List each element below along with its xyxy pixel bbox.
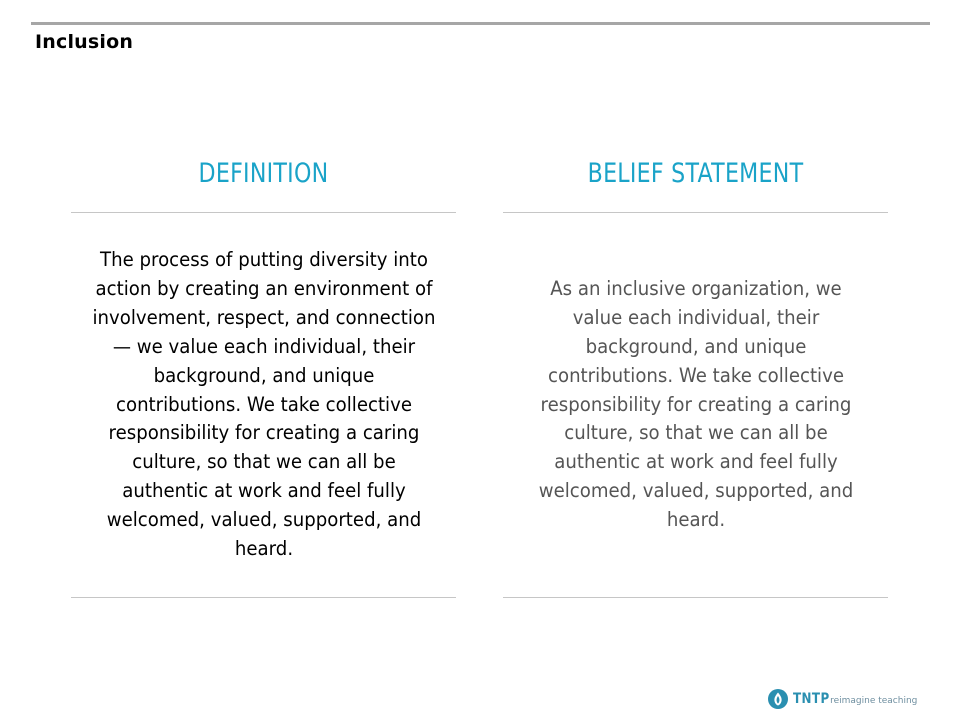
tntp-logo (768, 688, 917, 710)
belief-text: As an inclusive organization, we value each individual, their background, and unique contributions. We take collective responsibility for creating a caring culture, so that we can all be authentic at work and feel fully welcomed, valued, supported, and heard. (538, 276, 853, 532)
tntp-logo-icon (768, 689, 788, 709)
belief-body (503, 213, 888, 597)
logo-name: TNTP (793, 691, 830, 707)
slide-title: Inclusion (35, 31, 134, 53)
definition-heading: DEFINITION (198, 158, 329, 189)
belief-bottom-divider (503, 597, 888, 598)
logo-tagline: reimagine teaching (830, 695, 918, 706)
belief-heading: BELIEF STATEMENT (587, 158, 804, 189)
definition-text: The process of putting diversity into action by creating an environment of involvement, respect, and connection — we value each individual, their background, and unique contributions. We take collective responsibility for creating a caring culture, so that we can all be authentic at work and feel fully welcomed, valued, supported, and heard. (92, 248, 435, 561)
definition-bottom-divider (71, 597, 456, 598)
belief-column (503, 150, 888, 599)
definition-body (71, 213, 456, 597)
definition-column (71, 150, 456, 599)
header-divider (31, 22, 930, 25)
